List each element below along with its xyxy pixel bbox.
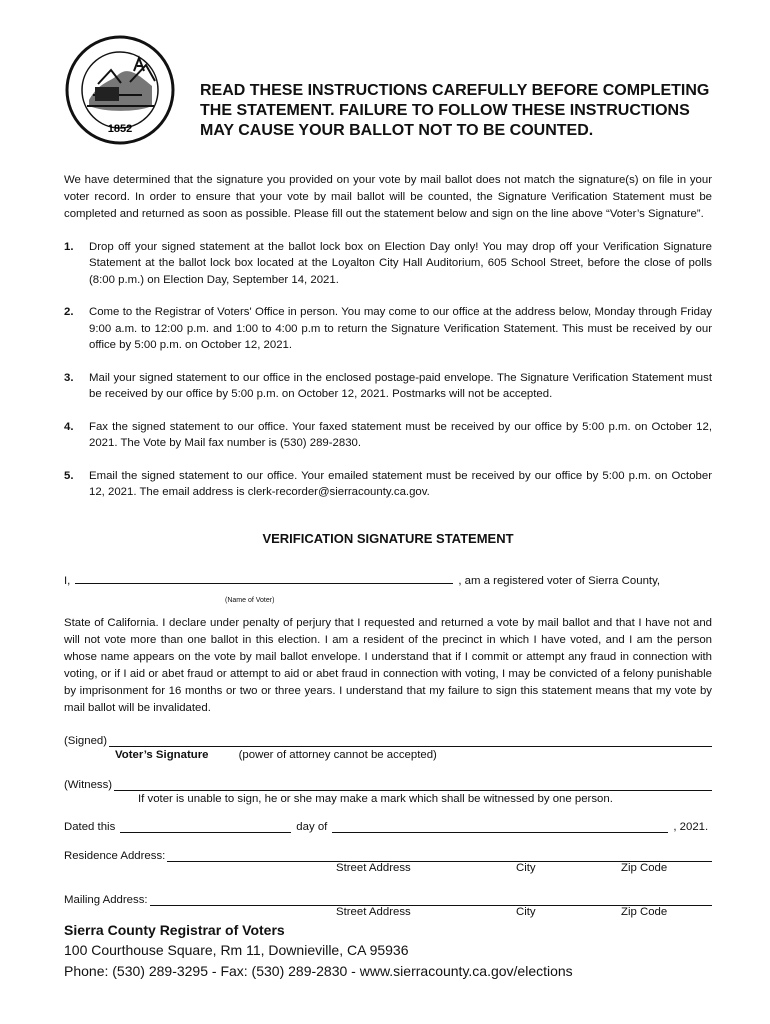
step-number: 5. xyxy=(64,469,74,482)
step-text: Fax the signed statement to our office. Your faxed statement must be received by our office by 5:00 p.m. on October 12, 2021. The Vote by Mail fax number is (530) 289-2830. xyxy=(89,420,712,450)
month-field[interactable] xyxy=(332,822,668,833)
street-caption: Street Address xyxy=(336,861,411,874)
zip-caption: Zip Code xyxy=(621,861,668,874)
voter-name-caption: (Name of Voter) xyxy=(225,597,275,604)
voter-signature-field[interactable] xyxy=(109,736,712,747)
return-option-item xyxy=(64,370,712,403)
witness-row xyxy=(64,779,712,791)
signed-row xyxy=(64,735,712,747)
signed-label: (Signed) xyxy=(64,734,108,747)
step-text: Come to the Registrar of Voters' Office in person. You may come to our office at the address below, Monday through Friday 9:00 a.m. to 12:00 p.m. and 1:00 to 4:00 p.m to return the Signature Verification Statement. This must be received by our office by 5:00 p.m. on October 12, 2021. xyxy=(89,306,712,352)
day-field[interactable] xyxy=(120,822,291,833)
mailing-address-row xyxy=(64,894,712,906)
return-options-list xyxy=(64,239,712,501)
street-caption: Street Address xyxy=(336,905,411,918)
mailing-address-captions xyxy=(64,906,712,921)
voter-suffix: , am a registered voter of Sierra County, xyxy=(458,575,661,587)
voter-name-row xyxy=(64,573,712,587)
residence-address-field[interactable] xyxy=(167,851,712,862)
city-caption: City xyxy=(516,905,536,918)
county-seal-icon xyxy=(64,34,176,146)
step-text: Mail your signed statement to our office in the enclosed postage-paid envelope. The Signature Verification Statement must be received by our office by 5:00 p.m. on October 12, 2021. Postmarks will not be accepted. xyxy=(89,371,712,401)
registrar-title: Sierra County Registrar of Voters xyxy=(64,922,285,938)
witness-note: If voter is unable to sign, he or she may make a mark which shall be witnessed by one person. xyxy=(138,792,613,805)
signature-caption-row xyxy=(64,749,712,761)
mailing-address-field[interactable] xyxy=(150,895,712,906)
step-text: Email the signed statement to our office. Your emailed statement must be received by our office by 5:00 p.m. on October 12, 2021. The email address is clerk-recorder@sierracounty.ca.gov. xyxy=(89,469,712,499)
registrar-phone-fax-web: Phone: (530) 289-3295 - Fax: (530) 289-2830 - www.sierracounty.ca.gov/elections xyxy=(64,962,573,979)
residence-address-captions xyxy=(64,862,712,877)
witness-signature-field[interactable] xyxy=(114,780,712,791)
step-text: Drop off your signed statement at the ballot lock box on Election Day only! You may drop off your Verification Signature Statement at the ballot lock box located at the Loyalton City Hall Auditorium, 605 School Street, before the close of polls (8:00 p.m.) on Election Day, September 14, 2021. xyxy=(89,240,712,286)
voter-prefix: I, xyxy=(64,575,71,587)
registrar-address: 100 Courthouse Square, Rm 11, Downieville, CA 95936 xyxy=(64,942,409,959)
zip-caption: Zip Code xyxy=(621,905,668,918)
form-header xyxy=(64,34,712,146)
intro-paragraph: We have determined that the signature you provided on your vote by mail ballot does not match the signature(s) on file in your voter record. In order to ensure that your vote by mail ballot will be counted, the Signature Verification Statement must be completed and returned as soon as possible. Please fill out the statement below and sign on the line above “Voter’s Signature”. xyxy=(64,174,712,220)
statement-title: VERIFICATION SIGNATURE STATEMENT xyxy=(262,531,514,546)
voter-signature-caption: Voter’s Signature xyxy=(115,748,209,761)
day-label: day of xyxy=(296,820,328,833)
dated-label: Dated this xyxy=(64,820,116,833)
return-option-item xyxy=(64,468,712,501)
return-option-item xyxy=(64,239,712,289)
power-of-attorney-note: (power of attorney cannot be accepted) xyxy=(238,748,437,761)
step-number: 1. xyxy=(64,240,74,253)
perjury-declaration: State of California. I declare under penalty of perjury that I requested and returned a vote by mail ballot and that I have not and will not vote more than one ballot in this election. I am a resident of the precinct in which I have voted, and I am the person whose name appears on the vote by mail ballot envelope. I understand that if I commit or attempt any fraud in connection with voting, or if I aid or abet fraud or attempt to aid or abet fraud in connection with voting, I may be convicted of a felony punishable by imprisonment for 16 months or two or three years. I understand that my failure to sign this statement means that my vote by mail ballot will be invalidated. xyxy=(64,617,712,714)
return-option-item xyxy=(64,304,712,354)
step-number: 3. xyxy=(64,371,74,384)
registrar-contact xyxy=(64,920,573,981)
step-number: 2. xyxy=(64,306,74,319)
voter-name-field[interactable] xyxy=(75,573,453,584)
residence-label: Residence Address: xyxy=(64,849,166,862)
date-row xyxy=(64,821,712,833)
instructions-heading: READ THESE INSTRUCTIONS CAREFULLY BEFORE COMPLETING THE STATEMENT. FAILURE TO FOLLOW THESE INSTRUCTIONS MAY CAUSE YOUR BALLOT NOT TO BE COUNTED. xyxy=(200,82,710,139)
step-number: 4. xyxy=(64,420,74,433)
year-label: , 2021. xyxy=(673,820,709,833)
residence-address-row xyxy=(64,850,712,862)
city-caption: City xyxy=(516,861,536,874)
witness-label: (Witness) xyxy=(64,778,113,791)
seal-year: 1852 xyxy=(107,123,133,135)
return-option-item xyxy=(64,419,712,452)
mailing-label: Mailing Address: xyxy=(64,893,148,906)
